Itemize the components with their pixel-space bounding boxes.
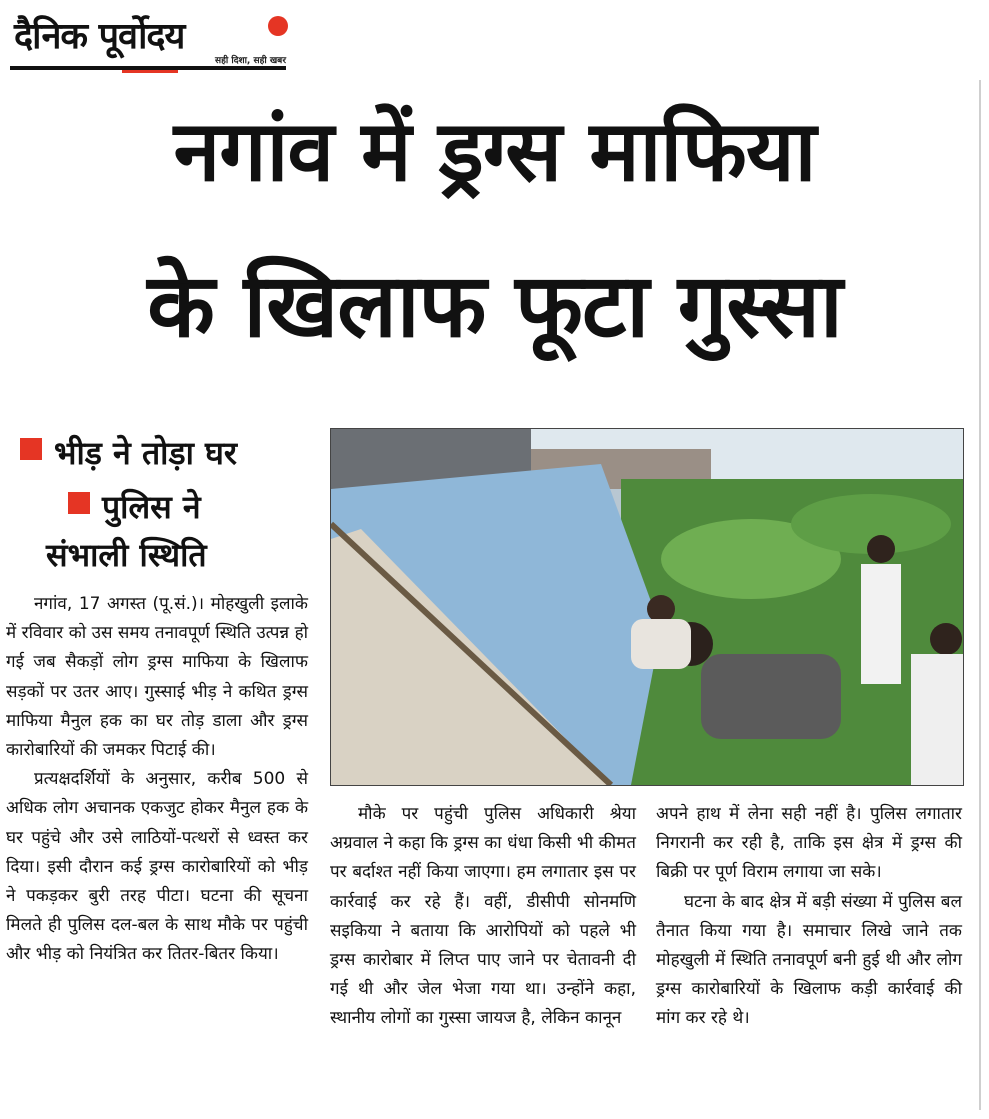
photo-person-head bbox=[647, 595, 675, 623]
photo-person-body bbox=[631, 619, 691, 669]
brand-logo: दैनिक पूर्वोदय bbox=[14, 16, 185, 57]
red-square-icon bbox=[68, 492, 90, 514]
article-column-1 bbox=[6, 590, 308, 970]
brand-tagline: सही दिशा, सही खबर bbox=[215, 56, 286, 66]
deck-item-2-continued: संभाली स्थिति bbox=[46, 536, 207, 574]
news-photo-illustration bbox=[331, 429, 963, 785]
masthead-red-bar bbox=[122, 70, 178, 73]
article-paragraph: मौके पर पहुंची पुलिस अधिकारी श्रेया अग्रवाल ने कहा कि ड्रग्स का धंधा किसी भी कीमत पर बर्दाश्त नहीं किया जाएगा। हम लगातार इस पर कार्रवाई कर रहे हैं। वहीं, डीसीपी सोनमणि सइकिया ने बताया कि आरोपियों को पहले भी ड्रग्स कारोबार में लिप्त पाए जाने पर चेतावनी दी गई थी और जेल भेजा गया था। उन्होंने कहा, स्थानीय लोगों का गुस्सा जायज है, लेकिन कानून bbox=[330, 804, 636, 1029]
article-column-3 bbox=[656, 800, 962, 1034]
photo-person-body bbox=[861, 564, 901, 684]
headline-line-1: नगांव में ड्रग्स माफिया bbox=[173, 102, 816, 200]
deck-item-1-text: भीड़ ने तोड़ा घर bbox=[54, 434, 238, 472]
headline-line-2: के खिलाफ फूटा गुस्सा bbox=[147, 254, 842, 357]
photo-person-head bbox=[867, 535, 895, 563]
brand-dot-icon bbox=[268, 16, 288, 36]
photo-person-body bbox=[701, 654, 841, 739]
column-rule bbox=[979, 80, 981, 1110]
article-paragraph: घटना के बाद क्षेत्र में बड़ी संख्या में पुलिस बल तैनात किया गया है। समाचार लिखे जाने तक मोहखुली में स्थिति तनावपूर्ण बनी हुई थी और लोग ड्रग्स कारोबारियों के खिलाफ कड़ी कार्रवाई की मांग कर रहे थे। bbox=[656, 891, 962, 1029]
deck-item-2 bbox=[68, 484, 368, 530]
article-paragraph: प्रत्यक्षदर्शियों के अनुसार, करीब 500 से अधिक लोग अचानक एकजुट होकर मैनुल हक के घर पहुंचे और उसे लाठियों-पत्थरों से ध्वस्त कर दिया। इसी दौरान कई ड्रग्स कारोबारियों को भीड़ ने पकड़कर बुरी तरह पीटा। घटना की सूचना मिलते ही पुलिस दल-बल के साथ मौके पर पहुंची और भीड़ को नियंत्रित कर तितर-बितर किया। bbox=[6, 769, 308, 965]
article-paragraph: नगांव, 17 अगस्त (पू.सं.)। मोहखुली इलाके में रविवार को उस समय तनावपूर्ण स्थिति उत्पन्न हो गई जब सैकड़ों लोग ड्रग्स माफिया के खिलाफ सड़कों पर उतर आए। गुस्साई भीड़ ने कथित ड्रग्स माफिया मैनुल हक का घर तोड़ डाला और ड्रग्स कारोबारियों की जमकर पिटाई की। bbox=[6, 594, 308, 761]
masthead bbox=[10, 6, 286, 72]
red-square-icon bbox=[20, 438, 42, 460]
news-photo bbox=[330, 428, 964, 786]
photo-person-body bbox=[911, 654, 963, 785]
photo-person-head bbox=[930, 623, 962, 655]
deck-item-2-text: पुलिस ने bbox=[102, 488, 201, 526]
article-paragraph: अपने हाथ में लेना सही नहीं है। पुलिस लगातार निगरानी कर रही है, ताकि इस क्षेत्र में ड्रग्स की बिक्री पर पूर्ण विराम लगाया जा सके। bbox=[656, 804, 962, 883]
deck-item-1 bbox=[20, 430, 320, 476]
article-column-2 bbox=[330, 800, 636, 1034]
